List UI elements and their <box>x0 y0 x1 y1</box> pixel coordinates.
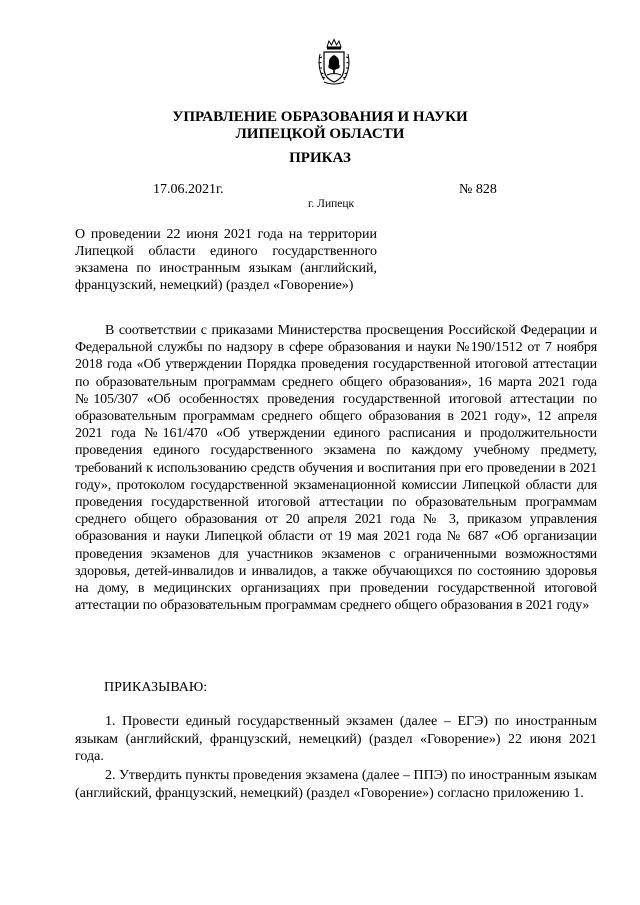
document-subject: О проведении 22 июня 2021 года на территории Липецкой области единого государственного экзамена по иностранным языкам (английский, французский, немецкий) (раздел «Говорение») <box>75 227 377 293</box>
document-date: 17.06.2021г. <box>153 182 224 197</box>
document-type: ПРИКАЗ <box>289 150 351 166</box>
order-item-1: 1. Провести единый государственный экзамен (далее – ЕГЭ) по иностранным языкам (английский, французский, немецкий) (раздел «Говорение») 22 июня 2021 года. <box>75 714 597 764</box>
document-number: № 828 <box>459 182 497 197</box>
order-item-2: 2. Утвердить пункты проведения экзамена (далее – ППЭ) по иностранным языкам (английский, французский, немецкий) (раздел «Говорение») согласно приложению 1. <box>75 768 597 801</box>
document-city: г. Липецк <box>308 198 355 210</box>
preamble-paragraph: В соответствии с приказами Министерства просвещения Российской Федерации и Федеральной службы по надзору в сфере образования и науки №190/1512 от 7 ноября 2018 года «Об утверждении Порядка проведения государственной итоговой аттестации по образовательным программам среднего общего образования», 16 марта 2021 года №105/307 «Об особенностях проведения государственной итоговой аттестации по образовательным программам среднего общего образования в 2021 году», 12 апреля 2021 года №161/470 «Об утверждении единого расписания и продолжительности проведения единого государственного экзамена по каждому учебному предмету, требований к использованию средств обучения и воспитания при его проведении в 2021 году», протоколом государственной экзаменационной комиссии Липецкой области для проведения государственной итоговой аттестации по образовательным программам среднего общего образования от 20 апреля 2021 года № 3, приказом управления образования и науки Липецкой области от 19 мая 2021 года № 687 «Об организации проведения экзаменов для участников экзаменов с ограниченными возможностями здоровья, детей-инвалидов и инвалидов, а также обучающихся по состоянию здоровья на дому, в медицинских организациях при проведении государственной итоговой аттестации по образовательным программам среднего общего образования в 2021 году» <box>75 323 597 614</box>
org-name-line-2: ЛИПЕЦКОЙ ОБЛАСТИ <box>235 126 405 142</box>
coat-of-arms-icon <box>316 38 352 86</box>
org-name-line-1: УПРАВЛЕНИЕ ОБРАЗОВАНИЯ И НАУКИ <box>172 109 468 125</box>
order-heading: ПРИКАЗЫВАЮ: <box>104 680 208 695</box>
